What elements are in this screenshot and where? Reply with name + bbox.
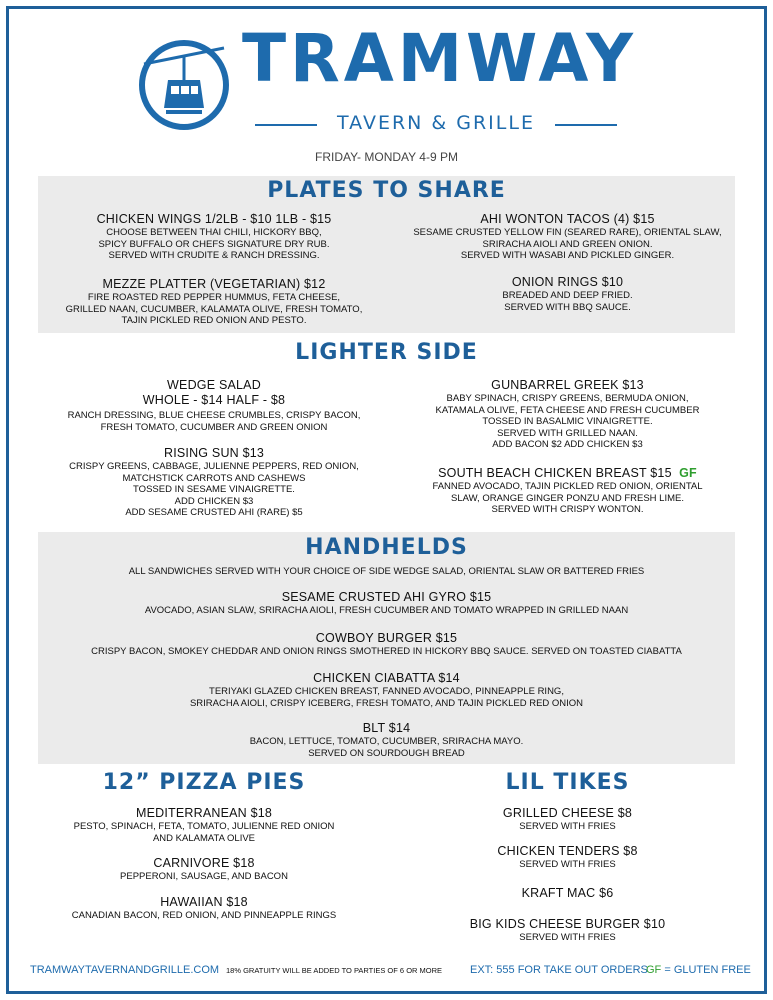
item-name: GUNBARREL GREEK $13 [491,378,644,392]
item-desc: TAJIN PICKLED RED ONION AND PESTO. [121,315,307,326]
item-name: BIG KIDS CHEESE BURGER $10 [469,917,666,931]
hours-text: FRIDAY- MONDAY 4-9 PM [315,150,458,164]
item-name: WEDGE SALAD [167,378,261,392]
gluten-free-legend [646,964,751,976]
brand-title: TRAMWAY [242,20,637,97]
item-desc: SERVED WITH FRIES [519,821,616,832]
item-name: GRILLED CHEESE $8 [502,806,633,820]
gf-key: GF [646,964,662,976]
item-desc: SRIRACHA AIOLI AND GREEN ONION. [482,238,653,250]
item-desc: ADD BACON $2 ADD CHICKEN $3 [492,439,643,450]
menu-item-cowboy-burger [38,631,735,658]
item-desc: SERVED WITH FRIES [519,859,616,870]
tram-car-icon [138,30,230,140]
menu-item-ahi-gyro [38,590,735,617]
item-desc: MATCHSTICK CARROTS AND CASHEWS [122,472,306,484]
item-desc: RANCH DRESSING, BLUE CHEESE CRUMBLES, CRISPY BACON, [67,410,361,421]
item-name: CHICKEN TENDERS $8 [497,844,638,858]
brand-subtitle-row [255,112,617,136]
menu-item-grilled-cheese [395,806,740,833]
item-name: CHICKEN CIABATTA $14 [313,671,460,685]
menu-item-gunbarrel-greek [395,378,740,451]
item-name: AHI WONTON TACOS (4) $15 [480,212,655,226]
item-desc: PESTO, SPINACH, FETA, TOMATO, JULIENNE RED ONION [73,821,335,832]
item-name-row [395,466,740,481]
item-desc: FRESH TOMATO, CUCUMBER AND GREEN ONION [100,421,328,433]
item-name: MEZZE PLATTER (VEGETARIAN) $12 [102,277,326,291]
item-desc: ALL SANDWICHES SERVED WITH YOUR CHOICE OF SIDE WEDGE SALAD, ORIENTAL SLAW OR BATTERED FRIES [128,566,645,577]
item-desc: SLAW, ORANGE GINGER PONZU AND FRESH LIME. [451,492,684,504]
item-desc: SERVED WITH GRILLED NAAN. [497,427,638,439]
section-title-pizza: 12” PIZZA PIES [102,770,306,795]
menu-item-mediterranean [38,806,370,844]
item-desc: PEPPERONI, SAUSAGE, AND BACON [120,871,288,882]
menu-item-kids-cheese-burger [395,917,740,944]
menu-item-onion-rings [395,275,740,313]
item-name: KRAFT MAC $6 [521,886,614,900]
gratuity-note: 18% GRATUITY WILL BE ADDED TO PARTIES OF 6 OR MORE [226,966,443,975]
item-name: SOUTH BEACH CHICKEN BREAST $15 [438,466,672,480]
item-name: CHICKEN WINGS 1/2LB - $10 1LB - $15 [96,212,332,226]
menu-item-chicken-ciabatta [38,671,735,709]
section-title-handhelds: HANDHELDS [305,535,468,560]
divider-left [255,124,317,126]
gluten-free-badge: GF [679,466,697,480]
menu-item-chicken-wings [38,212,390,262]
item-desc: FIRE ROASTED RED PEPPER HUMMUS, FETA CHEESE, [87,292,341,303]
item-desc: SERVED WITH WASABI AND PICKLED GINGER. [460,250,675,261]
brand-subtitle: TAVERN & GRILLE [337,112,535,134]
menu-item-chicken-tenders [395,844,740,871]
menu-item-ahi-wonton-tacos [395,212,740,262]
item-name: CARNIVORE $18 [153,856,255,870]
item-desc: SERVED WITH FRIES [519,932,616,943]
item-name: ONION RINGS $10 [511,275,624,289]
menu-item-wedge-salad [38,378,390,433]
item-desc: TOSSED IN BASALMIC VINAIGRETTE. [482,416,653,427]
item-desc: SERVED ON SOURDOUGH BREAD [308,747,465,759]
item-desc: TERIYAKI GLAZED CHICKEN BREAST, FANNED AVOCADO, PINNEAPPLE RING, [209,686,564,697]
item-desc: SERVED WITH BBQ SAUCE. [504,301,631,313]
item-desc: CANADIAN BACON, RED ONION, AND PINNEAPPLE RINGS [71,910,337,921]
menu-item-carnivore [38,856,370,883]
item-price: WHOLE - $14 HALF - $8 [142,393,286,407]
item-desc: SPICY BUFFALO OR CHEFS SIGNATURE DRY RUB. [98,238,330,250]
item-name: COWBOY BURGER $15 [315,631,458,645]
item-desc: CHOOSE BETWEEN THAI CHILI, HICKORY BBQ, [106,227,322,238]
handhelds-note [38,566,735,578]
item-name: HAWAIIAN $18 [160,895,248,909]
item-desc: BREADED AND DEEP FRIED. [502,290,633,301]
menu-item-south-beach-chicken [395,466,740,516]
item-desc: ADD SESAME CRUSTED AHI (RARE) $5 [125,507,303,518]
item-desc: BACON, LETTUCE, TOMATO, CUCUMBER, SRIRACHA MAYO. [249,736,524,747]
menu-item-rising-sun [38,446,390,519]
menu-item-mezze-platter [38,277,390,327]
item-desc: BABY SPINACH, CRISPY GREENS, BERMUDA ONION, [446,393,689,404]
item-desc: SESAME CRUSTED YELLOW FIN (SEARED RARE), ORIENTAL SLAW, [413,227,722,238]
item-desc: AND KALAMATA OLIVE [152,832,256,844]
item-name: SESAME CRUSTED AHI GYRO $15 [281,590,492,604]
section-title-plates: PLATES TO SHARE [267,178,506,203]
item-desc: SERVED WITH CRISPY WONTON. [491,504,644,515]
item-desc: CRISPY BACON, SMOKEY CHEDDAR AND ONION RINGS SMOTHERED IN HICKORY BBQ SAUCE. SERVED ON TOASTED CIABATTA [91,646,682,657]
section-title-lighter: LIGHTER SIDE [295,340,478,365]
item-name: BLT $14 [362,721,411,735]
menu-item-hawaiian [38,895,370,922]
item-desc: SRIRACHA AIOLI, CRISPY ICEBERG, FRESH TOMATO, AND TAJIN PICKLED RED ONION [189,697,584,709]
item-desc: SERVED WITH CRUDITE & RANCH DRESSING. [108,250,320,261]
item-desc: AVOCADO, ASIAN SLAW, SRIRACHA AIOLI, FRESH CUCUMBER AND TOMATO WRAPPED IN GRILLED NAAN [144,605,629,616]
takeout-extension: EXT: 555 FOR TAKE OUT ORDERS [470,964,648,976]
item-desc: TOSSED IN SESAME VINAIGRETTE. [133,484,295,495]
gf-legend-text: = GLUTEN FREE [661,964,751,976]
section-title-lil-tikes: LIL TIKES [505,770,630,795]
item-name: RISING SUN $13 [163,446,265,460]
item-desc: ADD CHICKEN $3 [174,495,254,507]
menu-item-blt [38,721,735,759]
item-desc: FANNED AVOCADO, TAJIN PICKLED RED ONION, ORIENTAL [432,481,703,492]
item-desc: KATAMALA OLIVE, FETA CHEESE AND FRESH CUCUMBER [435,404,700,416]
divider-right [555,124,617,126]
item-name: MEDITERRANEAN $18 [135,806,273,820]
item-desc: CRISPY GREENS, CABBAGE, JULIENNE PEPPERS, RED ONION, [69,461,359,472]
item-desc: GRILLED NAAN, CUCUMBER, KALAMATA OLIVE, FRESH TOMATO, [65,303,363,315]
menu-item-kraft-mac [395,886,740,901]
website-link[interactable]: TRAMWAYTAVERNANDGRILLE.COM [30,964,220,976]
